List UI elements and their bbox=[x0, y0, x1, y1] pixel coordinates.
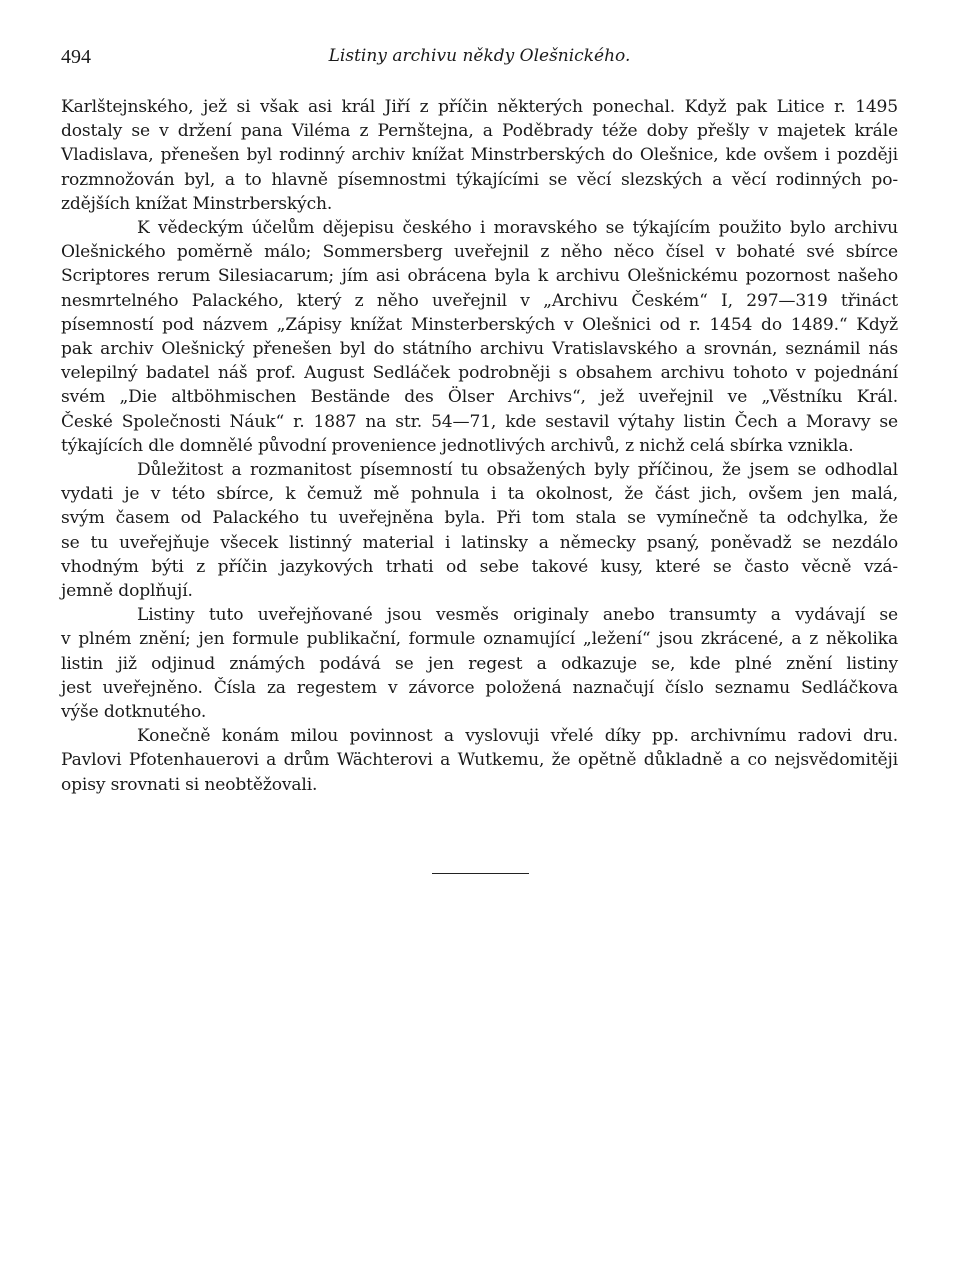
text-line: listin již odjinud známých podává se jen regest a odkazuje se, kde plné znění listiny bbox=[61, 653, 898, 674]
page-header bbox=[61, 44, 898, 76]
text-line: opisy srovnati si neobtěžovali. bbox=[61, 774, 318, 795]
text-line: pak archiv Olešnický přenešen byl do státního archivu Vratislavského a srovnán, seznámil nás bbox=[61, 339, 898, 360]
paragraph bbox=[61, 216, 898, 458]
text-line: svým časem od Palackého tu uveřejněna byla. Při tom stala se vymínečně ta odchylka, že bbox=[61, 508, 898, 529]
paragraph bbox=[61, 603, 898, 724]
text-line: se tu uveřejňuje všecek listinný material i latinsky a německy psaný, poněvadž se nezdálo bbox=[61, 532, 898, 553]
text-line: jest uveřejněno. Čísla za regestem v závorce položená naznačují číslo seznamu Sedláčkova bbox=[61, 677, 898, 698]
body-text bbox=[61, 95, 898, 797]
paragraph bbox=[61, 458, 898, 603]
text-line: svém „Die altböhmischen Bestände des Ölser Archivs“, jež uveřejnil ve „Věstníku Král. bbox=[61, 387, 898, 408]
text-line: České Společnosti Náuk“ r. 1887 na str. 54—71, kde sestavil výtahy listin Čech a Moravy se bbox=[61, 411, 898, 432]
text-line: Scriptores rerum Silesiacarum; jím asi obrácena byla k archivu Olešnickému pozornost našeho bbox=[61, 266, 898, 287]
text-line: nesmrtelného Palackého, který z něho uveřejnil v „Archivu Českém“ I, 297—319 třináct bbox=[61, 290, 898, 311]
end-rule bbox=[432, 873, 529, 874]
text-line: písemností pod názvem „Zápisy knížat Minsterberských v Olešnici od r. 1454 do 1489.“ Když bbox=[61, 314, 898, 335]
text-line: Olešnického poměrně málo; Sommersberg uveřejnil z něho něco čísel v bohaté své sbírce bbox=[61, 242, 898, 263]
text-line: Listiny tuto uveřejňované jsou vesměs originaly anebo transumty a vydávají se bbox=[137, 605, 898, 626]
text-line: rozmnožován byl, a to hlavně písemnostmi týkajícími se věcí slezských a věcí rodinných po- bbox=[61, 169, 898, 190]
text-line: Konečně konám milou povinnost a vyslovuji vřelé díky pp. archivnímu radovi dru. bbox=[137, 726, 898, 747]
paragraph bbox=[61, 724, 898, 797]
text-line: v plném znění; jen formule publikační, formule oznamující „ležení“ jsou zkrácené, a z několika bbox=[61, 629, 898, 650]
text-line: Důležitost a rozmanitost písemností tu obsažených byly příčinou, že jsem se odhodlal bbox=[137, 460, 898, 481]
page-number: 494 bbox=[61, 46, 91, 68]
text-line: Vladislava, přenešen byl rodinný archiv knížat Minstrberských do Olešnice, kde ovšem i později bbox=[61, 145, 898, 166]
text-line: jemně doplňují. bbox=[61, 581, 193, 602]
text-line: Pavlovi Pfotenhauerovi a drům Wächterovi a Wutkemu, že opětně důkladně a co nejsvědomitěji bbox=[61, 750, 898, 771]
text-line: vydati je v této sbírce, k čemuž mě pohnula i ta okolnost, že část jich, ovšem jen malá, bbox=[61, 484, 898, 505]
text-line: velepilný badatel náš prof. August Sedláček podrobněji s obsahem archivu tohoto v pojednání bbox=[61, 363, 898, 384]
page bbox=[61, 44, 898, 797]
text-line: týkajících dle domnělé původní provenience jednotlivých archivů, z nichž celá sbírka vznikla. bbox=[61, 435, 854, 456]
text-line: Karlštejnského, jež si však asi král Jiří z příčin některých ponechal. Když pak Litice r. 1495 bbox=[61, 97, 898, 117]
paragraph bbox=[61, 95, 898, 216]
text-line: zdějších knížat Minstrberských. bbox=[61, 193, 333, 214]
text-line: vhodným býti z příčin jazykových trhati od sebe takové kusy, které se často věcně vzá- bbox=[61, 556, 898, 577]
text-line: výše dotknutého. bbox=[61, 702, 207, 723]
running-title: Listiny archivu někdy Olešnického. bbox=[328, 46, 631, 66]
text-line: dostaly se v držení pana Viléma z Pernštejna, a Poděbrady téže doby přešly v majetek krále bbox=[61, 121, 898, 142]
text-line: K vědeckým účelům dějepisu českého i moravského se týkajícím použito bylo archivu bbox=[137, 218, 898, 239]
